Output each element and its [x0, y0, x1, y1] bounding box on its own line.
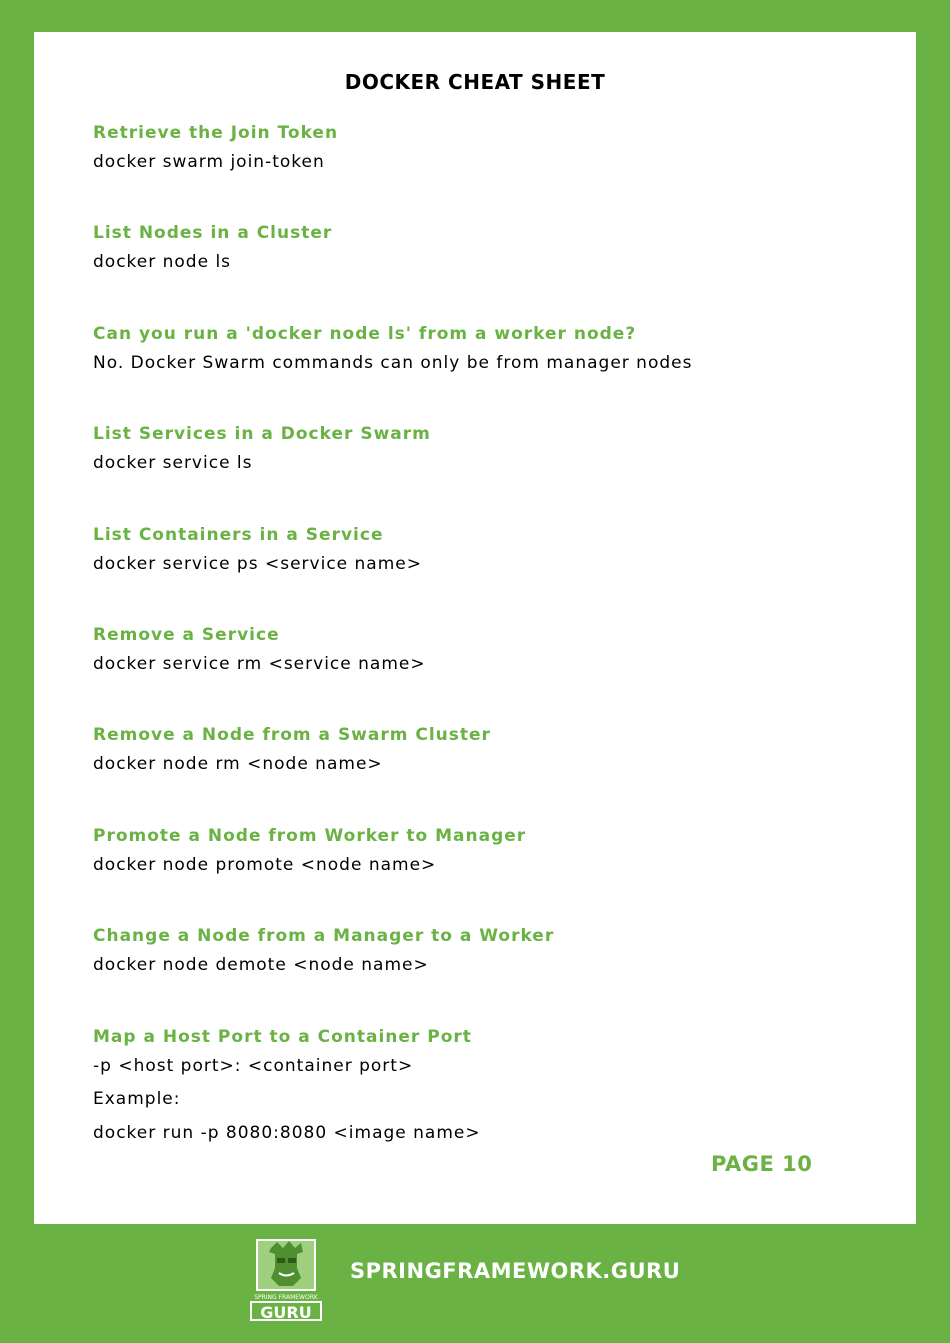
command-line: docker service rm <service name> [93, 653, 426, 674]
command-line: docker service ls [93, 453, 253, 474]
page-sheet [34, 32, 916, 1224]
section-heading: Can you run a 'docker node ls' from a worker node? [93, 323, 637, 344]
section-list-services [93, 421, 893, 521]
section-heading: List Services in a Docker Swarm [93, 424, 431, 445]
command-line: docker service ps <service name> [93, 553, 422, 574]
command-line: docker node ls [93, 252, 232, 273]
logo-text-bottom: GURU [260, 1303, 312, 1322]
cheat-sheet-sections [93, 120, 893, 1143]
answer-line: No. Docker Swarm commands can only be from manager nodes [93, 352, 693, 373]
section-heading: Map a Host Port to a Container Port [93, 1026, 472, 1047]
command-line: docker swarm join-token [93, 152, 325, 172]
section-heading: Remove a Service [93, 624, 280, 645]
section-promote-node [93, 823, 893, 923]
example-label: Example: [93, 1089, 181, 1110]
section-retrieve-join-token [93, 120, 893, 220]
springframework-guru-logo-icon [249, 1238, 323, 1322]
section-map-port [93, 1024, 893, 1143]
section-list-nodes [93, 220, 893, 320]
footer-site-link[interactable]: SPRINGFRAMEWORK.GURU [350, 1259, 681, 1283]
section-heading: Remove a Node from a Swarm Cluster [93, 725, 491, 746]
section-heading: List Containers in a Service [93, 524, 384, 545]
section-demote-node [93, 923, 893, 1023]
page-title: DOCKER CHEAT SHEET [344, 70, 606, 94]
page-number: PAGE 10 [711, 1152, 813, 1176]
section-remove-node [93, 722, 893, 822]
command-line: -p <host port>: <container port> [93, 1055, 414, 1076]
logo-text-top: SPRING FRAMEWORK [254, 1294, 318, 1301]
section-list-containers [93, 522, 893, 622]
command-line: docker node promote <node name> [93, 854, 437, 875]
section-heading: Retrieve the Join Token [93, 123, 339, 143]
section-worker-node-question [93, 321, 893, 421]
command-line: docker run -p 8080:8080 <image name> [93, 1122, 481, 1143]
section-remove-service [93, 622, 893, 722]
command-line: docker node rm <node name> [93, 754, 383, 775]
command-line: docker node demote <node name> [93, 955, 429, 976]
section-heading: Promote a Node from Worker to Manager [93, 825, 527, 846]
section-heading: Change a Node from a Manager to a Worker [93, 926, 555, 947]
section-heading: List Nodes in a Cluster [93, 223, 333, 244]
